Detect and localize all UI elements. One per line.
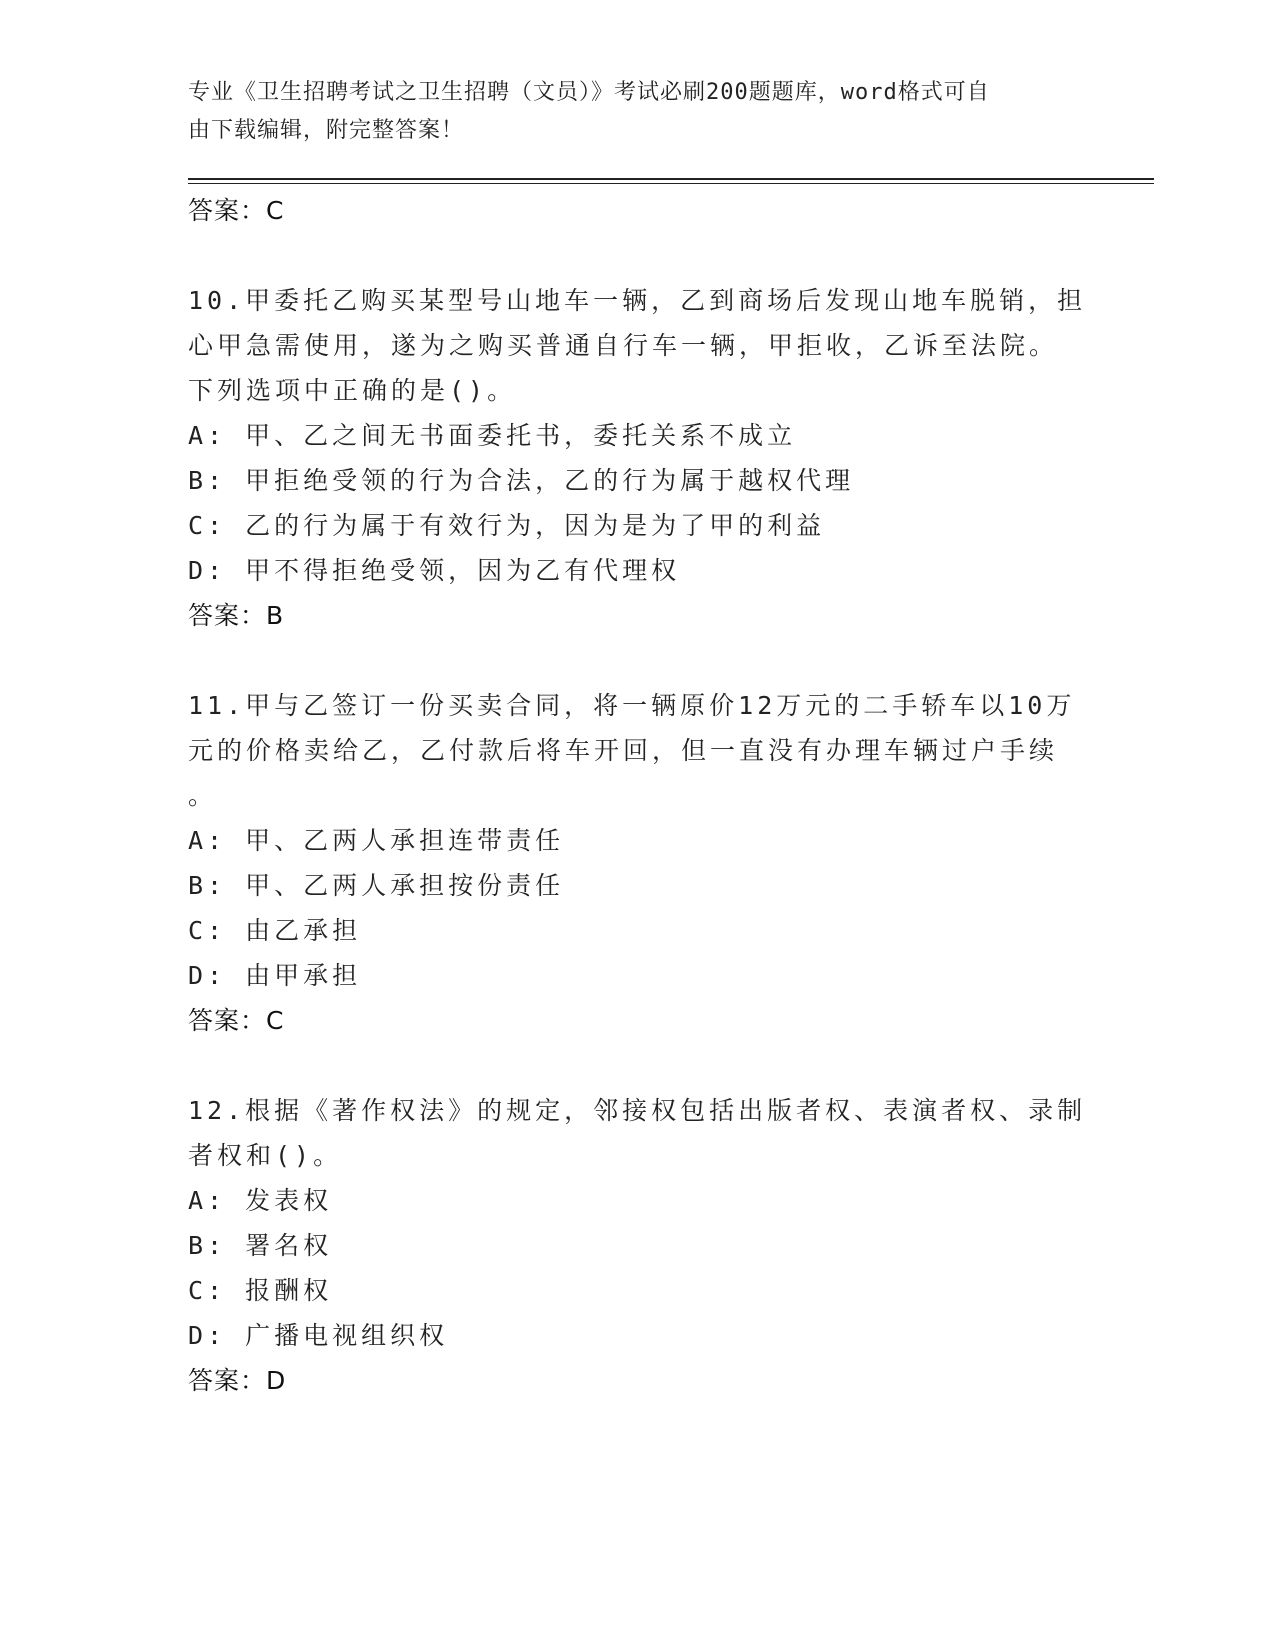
question-10 <box>188 278 1088 638</box>
header-divider-thick <box>188 178 1154 180</box>
option-a: A: 发表权 <box>188 1186 333 1215</box>
option-d: D: 甲不得拒绝受领，因为乙有代理权 <box>188 556 681 585</box>
option-b: B: 署名权 <box>188 1231 333 1260</box>
document-body <box>188 188 1088 1403</box>
option-d: D: 由甲承担 <box>188 961 362 990</box>
question-text-line: 12.根据《著作权法》的规定，邻接权包括出版者权、表演者权、录制 <box>188 1096 1087 1125</box>
question-text-line: 者权和()。 <box>188 1141 343 1170</box>
option-a: A: 甲、乙两人承担连带责任 <box>188 826 565 855</box>
question-answer: 答案：B <box>188 601 285 630</box>
option-c: C: 乙的行为属于有效行为，因为是为了甲的利益 <box>188 511 826 540</box>
option-c: C: 由乙承担 <box>188 916 362 945</box>
option-b: B: 甲、乙两人承担按份责任 <box>188 871 565 900</box>
header-line-1: 专业《卫生招聘考试之卫生招聘（文员）》考试必刷200题题库，word格式可自 <box>188 80 990 105</box>
question-text-line: 11.甲与乙签订一份买卖合同，将一辆原价12万元的二手轿车以10万 <box>188 691 1076 720</box>
option-b: B: 甲拒绝受领的行为合法，乙的行为属于越权代理 <box>188 466 855 495</box>
question-11 <box>188 683 1088 1043</box>
option-a: A: 甲、乙之间无书面委托书，委托关系不成立 <box>188 421 797 450</box>
question-answer: 答案：C <box>188 1006 285 1035</box>
header-divider-thin <box>188 183 1154 184</box>
question-12 <box>188 1088 1088 1403</box>
question-answer: 答案：D <box>188 1366 287 1395</box>
question-text-line: 心甲急需使用，遂为之购买普通自行车一辆，甲拒收，乙诉至法院。 <box>188 331 1059 360</box>
question-text-line: 下列选项中正确的是()。 <box>188 376 517 405</box>
option-c: C: 报酬权 <box>188 1276 333 1305</box>
document-header <box>188 74 1068 150</box>
question-text-line: 元的价格卖给乙，乙付款后将车开回，但一直没有办理车辆过户手续 <box>188 736 1059 765</box>
question-text-line: 。 <box>188 781 218 810</box>
question-text-line: 10.甲委托乙购买某型号山地车一辆，乙到商场后发现山地车脱销，担 <box>188 286 1087 315</box>
header-line-2: 由下载编辑，附完整答案！ <box>188 118 465 143</box>
previous-question-answer: 答案：C <box>188 196 285 225</box>
option-d: D: 广播电视组织权 <box>188 1321 449 1350</box>
